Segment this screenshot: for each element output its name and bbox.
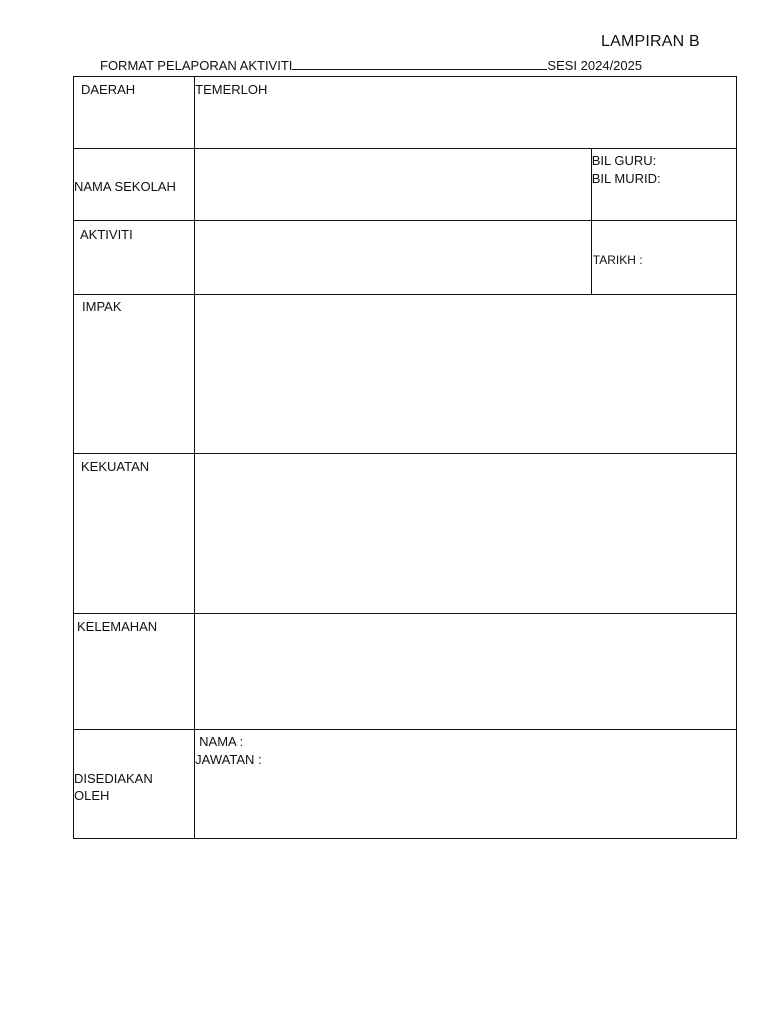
appendix-label: LAMPIRAN B xyxy=(601,33,700,50)
daerah-value: TEMERLOH xyxy=(195,82,268,97)
activity-report-form xyxy=(73,76,737,839)
bil-guru-label: BIL GURU: xyxy=(591,153,657,168)
kekuatan-label: KEKUATAN xyxy=(81,459,150,474)
bil-cell[interactable] xyxy=(591,149,736,221)
disediakan-label-line1: DISEDIAKAN xyxy=(74,771,153,786)
kelemahan-value-cell[interactable] xyxy=(195,614,737,730)
session-label: SESI 2024/2025 xyxy=(547,58,643,73)
disediakan-label-line2: OLEH xyxy=(74,788,110,803)
daerah-label-cell xyxy=(74,77,195,149)
daerah-value-cell[interactable] xyxy=(195,77,737,149)
tarikh-cell[interactable] xyxy=(591,221,736,295)
row-impak xyxy=(74,295,737,454)
kekuatan-value-cell[interactable] xyxy=(195,454,737,614)
activity-name-blank[interactable] xyxy=(292,59,547,70)
nama-sekolah-label: NAMA SEKOLAH xyxy=(74,179,176,194)
aktiviti-value-cell[interactable] xyxy=(195,221,592,295)
row-daerah xyxy=(74,77,737,149)
form-title-line xyxy=(100,58,642,73)
impak-label: IMPAK xyxy=(82,299,122,314)
form-title: FORMAT PELAPORAN AKTIVITI xyxy=(100,58,293,73)
row-nama-sekolah xyxy=(74,149,737,221)
daerah-label: DAERAH xyxy=(81,82,136,97)
jawatan-label: JAWATAN : xyxy=(195,752,262,767)
impak-value-cell[interactable] xyxy=(195,295,737,454)
nama-sekolah-value-cell[interactable] xyxy=(195,149,592,221)
kelemahan-label: KELEMAHAN xyxy=(77,619,158,634)
row-kelemahan xyxy=(74,614,737,730)
aktiviti-label: AKTIVITI xyxy=(80,227,133,242)
impak-label-cell xyxy=(74,295,195,454)
tarikh-label: TARIKH : xyxy=(592,253,643,267)
bil-murid-label: BIL MURID: xyxy=(591,171,661,186)
row-disediakan-oleh xyxy=(74,730,737,839)
row-kekuatan xyxy=(74,454,737,614)
nama-label: NAMA : xyxy=(199,734,244,749)
nama-sekolah-label-cell xyxy=(74,149,195,221)
disediakan-value-cell[interactable] xyxy=(195,730,737,839)
kekuatan-label-cell xyxy=(74,454,195,614)
disediakan-label-cell xyxy=(74,730,195,839)
aktiviti-label-cell xyxy=(74,221,195,295)
row-aktiviti xyxy=(74,221,737,295)
kelemahan-label-cell xyxy=(74,614,195,730)
